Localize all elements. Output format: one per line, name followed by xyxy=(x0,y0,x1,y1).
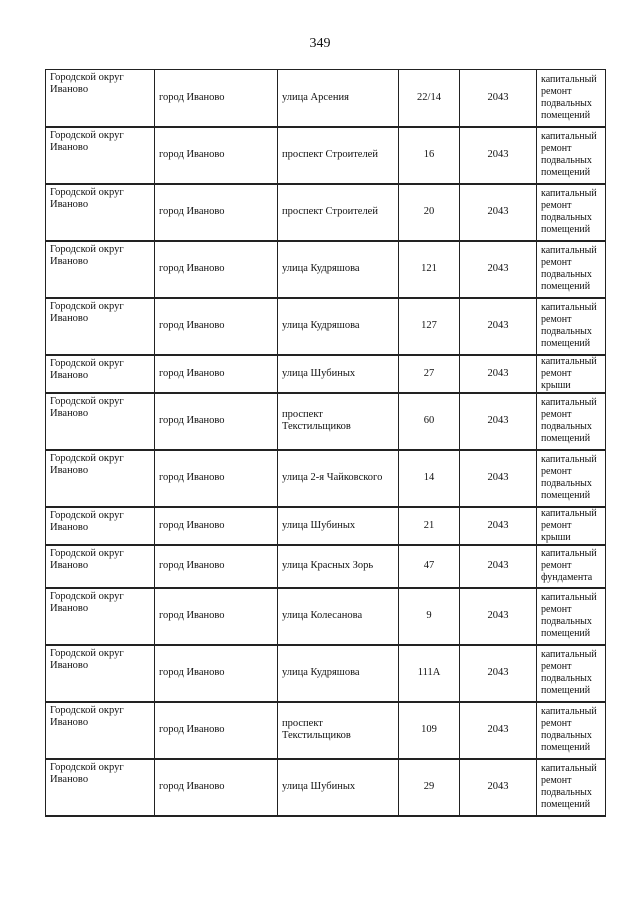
okrug-cell: Городской округ Иваново xyxy=(46,702,155,759)
table-row xyxy=(46,184,606,241)
work-cell xyxy=(537,507,606,545)
okrug-cell: Городской округ Иваново xyxy=(46,588,155,645)
street-cell: проспект Текстильщиков xyxy=(278,702,399,759)
work-text: капитальный ремонт подвальных помещений xyxy=(541,188,597,235)
street-cell: улица Шубиных xyxy=(278,355,399,393)
table-row xyxy=(46,507,606,545)
street-cell: улица Арсения xyxy=(278,70,399,127)
street-cell: улица Колесанова xyxy=(278,588,399,645)
city-cell: город Иваново xyxy=(155,545,278,588)
city-cell: город Иваново xyxy=(155,759,278,816)
house-cell: 29 xyxy=(399,759,460,816)
okrug-cell: Городской округ Иваново xyxy=(46,127,155,184)
table-row xyxy=(46,450,606,507)
work-text: капитальный ремонт фундамента xyxy=(541,548,597,583)
house-cell: 27 xyxy=(399,355,460,393)
work-text: капитальный ремонт подвальных помещений xyxy=(541,302,597,349)
work-cell xyxy=(537,545,606,588)
work-text: капитальный ремонт подвальных помещений xyxy=(541,763,597,810)
work-text: капитальный ремонт подвальных помещений xyxy=(541,592,597,639)
table-row xyxy=(46,545,606,588)
city-cell: город Иваново xyxy=(155,70,278,127)
work-cell xyxy=(537,450,606,507)
street-cell: улица Шубиных xyxy=(278,759,399,816)
table-row xyxy=(46,298,606,355)
housing-repair-table xyxy=(45,69,606,817)
table-row xyxy=(46,127,606,184)
city-cell: город Иваново xyxy=(155,127,278,184)
city-cell: город Иваново xyxy=(155,393,278,450)
year-cell: 2043 xyxy=(460,355,537,393)
house-cell: 14 xyxy=(399,450,460,507)
okrug-cell: Городской округ Иваново xyxy=(46,645,155,702)
okrug-cell: Городской округ Иваново xyxy=(46,184,155,241)
house-cell: 22/14 xyxy=(399,70,460,127)
house-cell: 21 xyxy=(399,507,460,545)
year-cell: 2043 xyxy=(460,645,537,702)
year-cell: 2043 xyxy=(460,393,537,450)
work-text: капитальный ремонт подвальных помещений xyxy=(541,706,597,753)
year-cell: 2043 xyxy=(460,127,537,184)
page-number: 349 xyxy=(309,36,331,51)
house-cell: 127 xyxy=(399,298,460,355)
year-cell: 2043 xyxy=(460,759,537,816)
work-cell xyxy=(537,588,606,645)
work-text: капитальный ремонт подвальных помещений xyxy=(541,397,597,444)
city-cell: город Иваново xyxy=(155,588,278,645)
street-cell: улица 2-я Чайковского xyxy=(278,450,399,507)
year-cell: 2043 xyxy=(460,298,537,355)
year-cell: 2043 xyxy=(460,545,537,588)
city-cell: город Иваново xyxy=(155,702,278,759)
table-row xyxy=(46,70,606,127)
okrug-cell: Городской округ Иваново xyxy=(46,393,155,450)
work-cell xyxy=(537,645,606,702)
street-cell: проспект Строителей xyxy=(278,127,399,184)
year-cell: 2043 xyxy=(460,70,537,127)
okrug-cell: Городской округ Иваново xyxy=(46,450,155,507)
house-cell: 16 xyxy=(399,127,460,184)
house-cell: 20 xyxy=(399,184,460,241)
work-cell xyxy=(537,241,606,298)
street-cell: проспект Строителей xyxy=(278,184,399,241)
street-cell: проспект Текстильщиков xyxy=(278,393,399,450)
table-row xyxy=(46,645,606,702)
house-cell: 9 xyxy=(399,588,460,645)
work-text: капитальный ремонт подвальных помещений xyxy=(541,245,597,292)
city-cell: город Иваново xyxy=(155,298,278,355)
street-cell: улица Шубиных xyxy=(278,507,399,545)
work-text: капитальный ремонт подвальных помещений xyxy=(541,73,597,121)
year-cell: 2043 xyxy=(460,241,537,298)
table-row xyxy=(46,588,606,645)
house-cell: 109 xyxy=(399,702,460,759)
city-cell: город Иваново xyxy=(155,355,278,393)
year-cell: 2043 xyxy=(460,507,537,545)
street-cell: улица Кудряшова xyxy=(278,645,399,702)
work-cell xyxy=(537,393,606,450)
work-text: капитальный ремонт крыши xyxy=(541,507,597,543)
work-cell xyxy=(537,184,606,241)
house-cell: 111А xyxy=(399,645,460,702)
okrug-cell: Городской округ Иваново xyxy=(46,507,155,545)
year-cell: 2043 xyxy=(460,450,537,507)
street-cell: улица Красных Зорь xyxy=(278,545,399,588)
house-cell: 121 xyxy=(399,241,460,298)
work-text: капитальный ремонт подвальных помещений xyxy=(541,454,597,501)
house-cell: 60 xyxy=(399,393,460,450)
okrug-cell: Городской округ Иваново xyxy=(46,759,155,816)
work-cell xyxy=(537,702,606,759)
city-cell: город Иваново xyxy=(155,450,278,507)
table-row xyxy=(46,355,606,393)
work-cell xyxy=(537,70,606,127)
city-cell: город Иваново xyxy=(155,507,278,545)
okrug-cell: Городской округ Иваново xyxy=(46,298,155,355)
table-row xyxy=(46,393,606,450)
city-cell: город Иваново xyxy=(155,241,278,298)
house-cell: 47 xyxy=(399,545,460,588)
city-cell: город Иваново xyxy=(155,184,278,241)
work-cell xyxy=(537,127,606,184)
work-cell xyxy=(537,298,606,355)
street-cell: улица Кудряшова xyxy=(278,241,399,298)
work-cell xyxy=(537,759,606,816)
okrug-cell: Городской округ Иваново xyxy=(46,355,155,393)
work-text: капитальный ремонт крыши xyxy=(541,355,597,391)
table-row xyxy=(46,702,606,759)
work-text: капитальный ремонт подвальных помещений xyxy=(541,649,597,696)
okrug-cell: Городской округ Иваново xyxy=(46,241,155,298)
table-row xyxy=(46,759,606,816)
street-cell: улица Кудряшова xyxy=(278,298,399,355)
city-cell: город Иваново xyxy=(155,645,278,702)
year-cell: 2043 xyxy=(460,184,537,241)
table-row xyxy=(46,241,606,298)
work-text: капитальный ремонт подвальных помещений xyxy=(541,131,597,178)
year-cell: 2043 xyxy=(460,588,537,645)
work-cell xyxy=(537,355,606,393)
okrug-cell: Городской округ Иваново xyxy=(46,70,155,127)
year-cell: 2043 xyxy=(460,702,537,759)
okrug-cell: Городской округ Иваново xyxy=(46,545,155,588)
